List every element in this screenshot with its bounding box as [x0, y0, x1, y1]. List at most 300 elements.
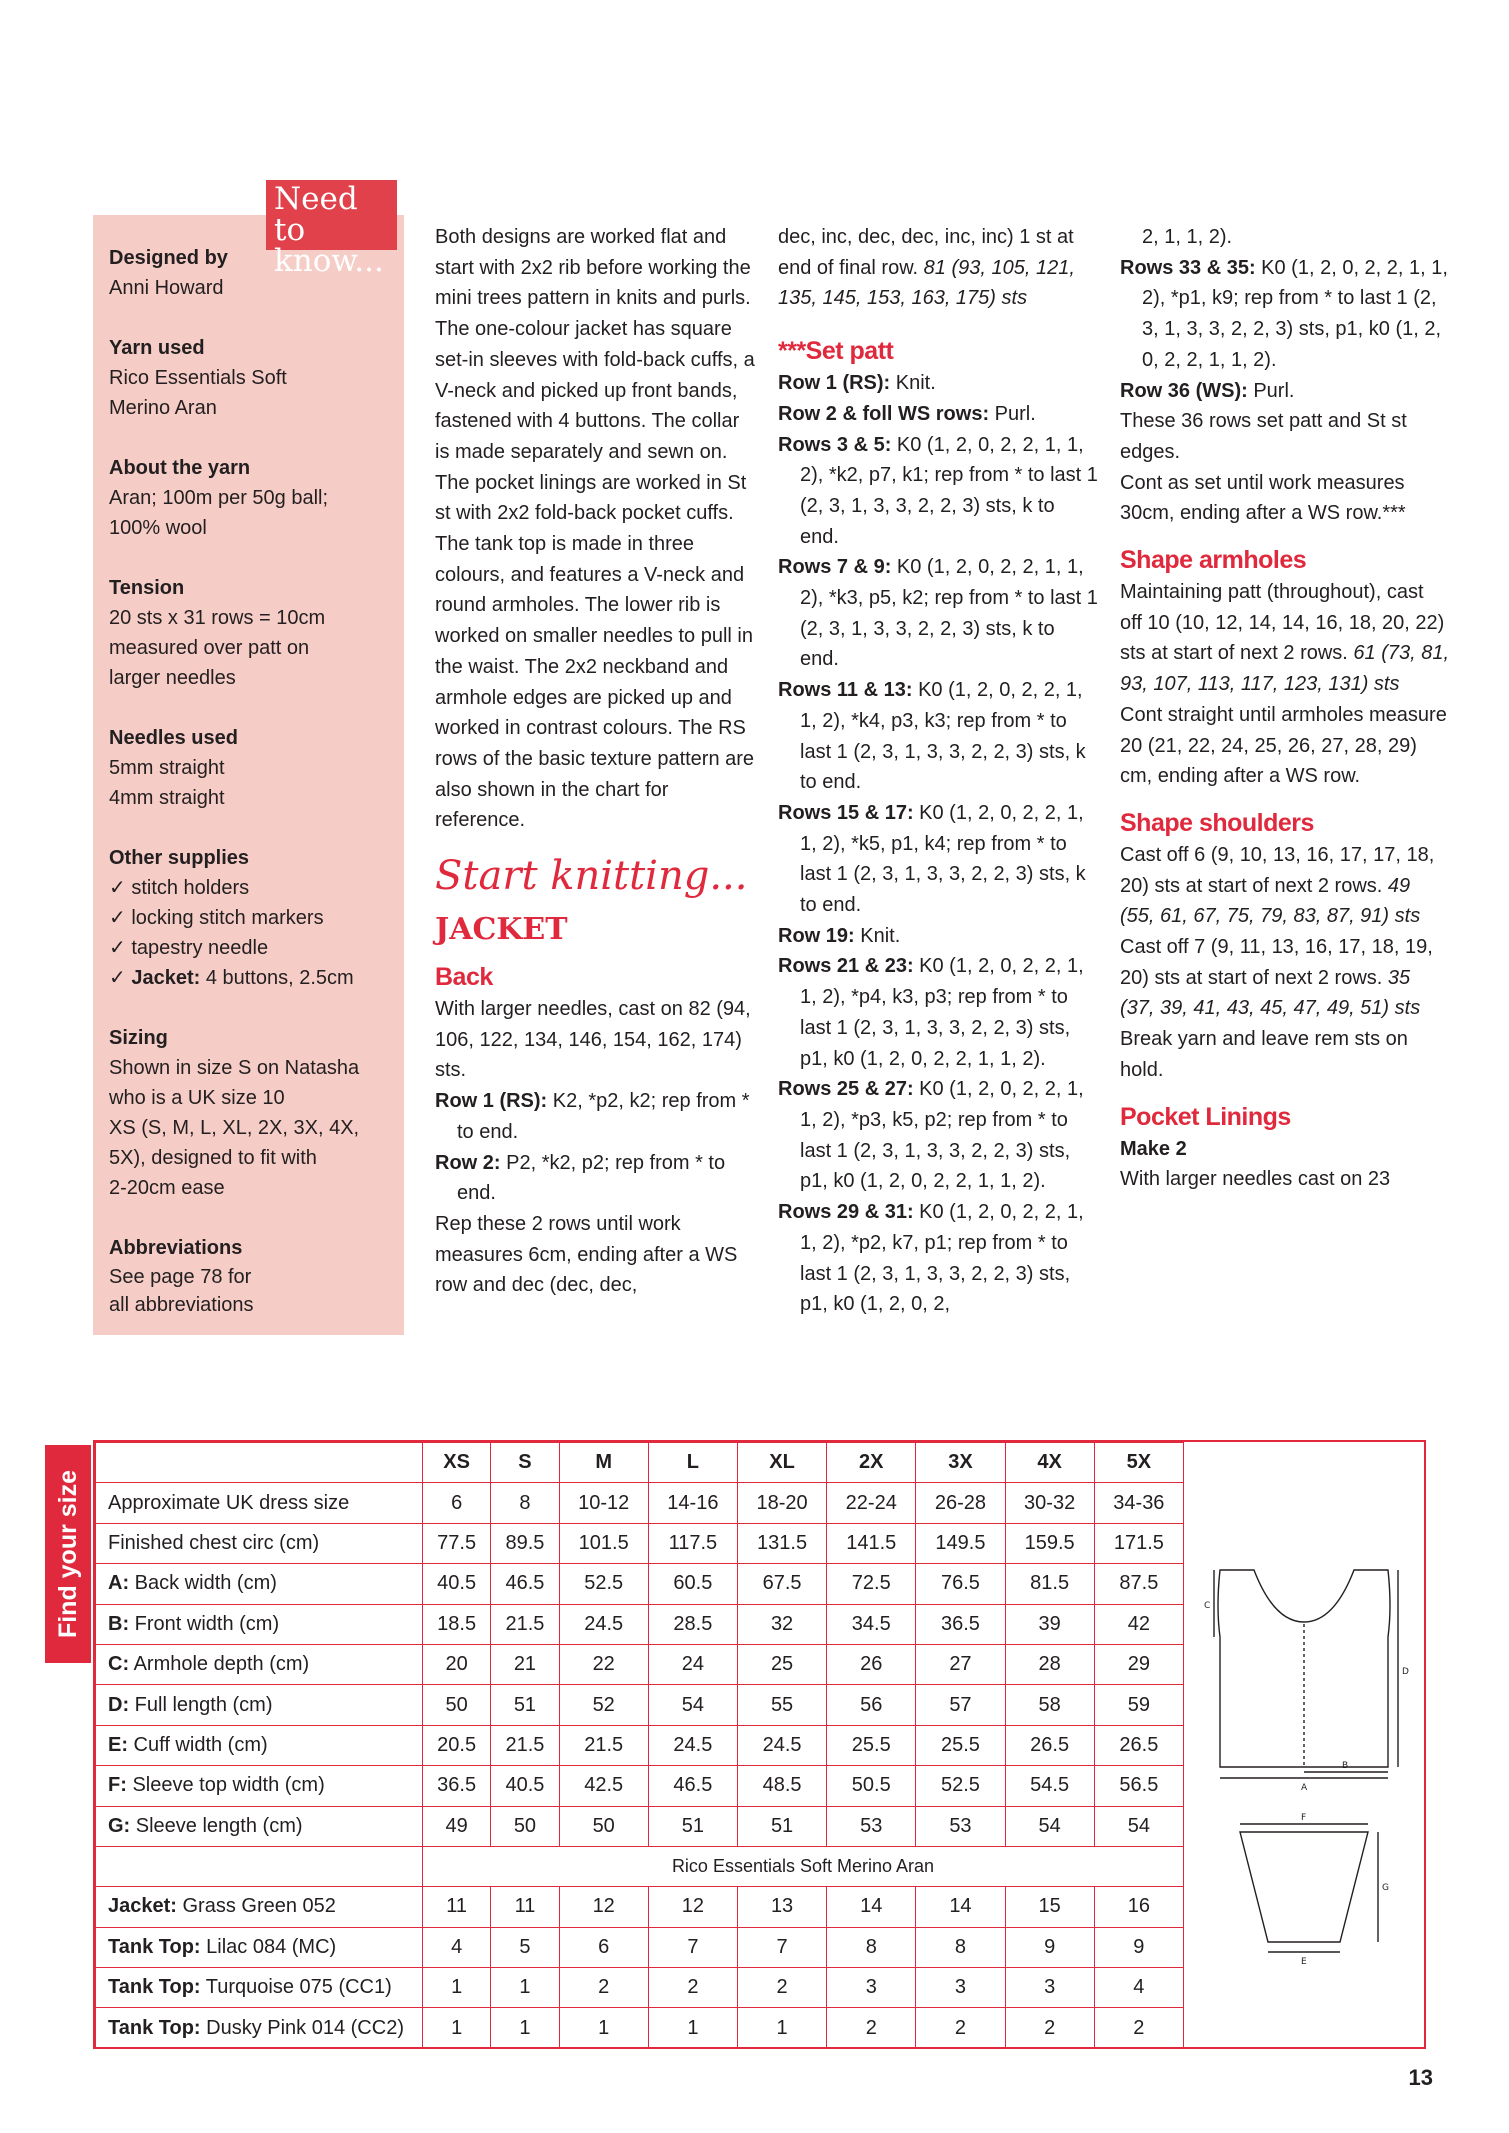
intro-paragraph: Both designs are worked flat and start with 2x2 rib before working the mini trees pattern in knits and purls. The one-colour jacket has square set-in sleeves with fold-back cuffs, a V-neck and picked up front bands, fastened with 4 buttons. The collar is made separately and sewn on. The pocket linings are worked in St st with 2x2 fold-back pocket cuffs. The tank top is made in three colours, and features a V-neck and round armholes. The lower rib is worked on smaller needles to pull in the waist. The 2x2 neckband and armhole edges are picked up and worked in contrast colours. The RS rows of the basic texture pattern are also shown in the chart for reference.	[435, 226, 755, 832]
size-header-cell: XS	[423, 1443, 491, 1483]
table-cell: 2	[827, 2008, 916, 2048]
column-2	[778, 222, 1098, 1320]
row-text: K2, *p2, k2; rep from * to end.	[457, 1090, 750, 1143]
supplies-item-4-text: 4 buttons, 2.5cm	[200, 967, 354, 989]
tension-heading: Tension	[109, 577, 185, 599]
table-cell: 52	[559, 1685, 648, 1725]
row-label: Row 2:	[435, 1151, 501, 1174]
table-cell: 11	[491, 1887, 559, 1927]
needles-line-1: 5mm straight	[109, 757, 225, 779]
table-cell: 22	[559, 1644, 648, 1684]
row-label-cell	[96, 1685, 423, 1725]
table-row	[96, 1644, 1184, 1684]
row-label-text: Front width (cm)	[129, 1612, 280, 1635]
size-header-cell: 5X	[1094, 1443, 1183, 1483]
table-cell: 22-24	[827, 1483, 916, 1523]
table-cell: 1	[648, 2008, 737, 2048]
pocket-linings-heading: Pocket Linings	[1120, 1102, 1291, 1131]
table-cell: 34.5	[827, 1604, 916, 1644]
table-cell: 20.5	[423, 1725, 491, 1765]
table-cell: 8	[827, 1927, 916, 1967]
row-label: Rows 7 & 9:	[778, 556, 892, 579]
row-label-text: Full length (cm)	[129, 1693, 273, 1716]
row-label-text: Sleeve top width (cm)	[126, 1774, 325, 1797]
table-cell: 39	[1005, 1604, 1094, 1644]
table-cell: 159.5	[1005, 1523, 1094, 1563]
table-row	[96, 1927, 1184, 1967]
table-cell: 141.5	[827, 1523, 916, 1563]
row-label-text: Finished chest circ (cm)	[108, 1531, 320, 1554]
patt-row-21	[778, 951, 1098, 1074]
back-rep: Rep these 2 rows until work measures 6cm, ending after a WS row and dec (dec, dec,	[435, 1212, 738, 1297]
table-cell: 10-12	[559, 1483, 648, 1523]
jacket-heading: JACKET	[435, 912, 568, 948]
pocket-cast-on: With larger needles cast on 23	[1120, 1168, 1391, 1191]
row-label: Row 1 (RS):	[435, 1090, 548, 1113]
patt-row-19	[778, 921, 1098, 952]
table-cell: 54.5	[1005, 1766, 1094, 1806]
table-cell: 7	[737, 1927, 826, 1967]
table-cell: 72.5	[827, 1564, 916, 1604]
patt-row-3	[778, 430, 1098, 553]
shoulders-instructions: Cast off 7 (9, 11, 13, 16, 17, 18, 19, 20) sts at start of next 2 rows.	[1120, 936, 1433, 989]
size-header-cell: M	[559, 1443, 648, 1483]
table-row	[96, 1806, 1184, 1846]
supplies-item-2: ✓ locking stitch markers	[109, 907, 324, 929]
table-row	[96, 1887, 1184, 1927]
table-row	[96, 1685, 1184, 1725]
table-cell: 3	[827, 1968, 916, 2008]
sizing-line-4: 5X), designed to fit with	[109, 1147, 317, 1169]
row-label-cell	[96, 1523, 423, 1563]
table-cell: 21	[491, 1644, 559, 1684]
row-text: P2, *k2, p2; rep from * to end.	[457, 1151, 726, 1205]
cont-text: Cont as set until work measures 30cm, ending after a WS row.***	[1120, 471, 1406, 525]
row-label: Rows 15 & 17:	[778, 801, 914, 824]
table-cell: 51	[491, 1685, 559, 1725]
supplies-item-3: ✓ tapestry needle	[109, 937, 269, 959]
table-cell: 1	[737, 2008, 826, 2048]
patt-row-29	[778, 1197, 1098, 1320]
row-label-text: Back width (cm)	[129, 1572, 277, 1595]
shape-armholes-heading: Shape armholes	[1120, 546, 1307, 575]
row-label-text: Armhole depth (cm)	[129, 1653, 310, 1676]
about-yarn-line-2: 100% wool	[109, 517, 207, 539]
table-cell: 29	[1094, 1644, 1183, 1684]
yarn-header-blank	[96, 1846, 423, 1886]
stitch-count: 49 (55, 61, 67, 75, 79, 83, 87, 91) sts	[1120, 874, 1421, 928]
table-row	[96, 1766, 1184, 1806]
table-cell: 5	[491, 1927, 559, 1967]
row-label-text: Grass Green 052	[176, 1895, 336, 1918]
armholes-instructions: Maintaining patt (throughout), cast off 10 (10, 12, 14, 14, 16, 18, 20, 22) sts at start of next 2 rows.	[1120, 581, 1445, 665]
table-cell: 6	[423, 1483, 491, 1523]
table-cell: 21.5	[491, 1725, 559, 1765]
about-yarn-heading: About the yarn	[109, 457, 251, 479]
diagram-label-d: D	[1402, 1667, 1409, 1677]
table-row	[96, 1968, 1184, 2008]
patt-row-7	[778, 552, 1098, 675]
back-row-2	[435, 1148, 755, 1209]
table-cell: 20	[423, 1644, 491, 1684]
back-heading: Back	[435, 963, 493, 992]
row-label: Rows 11 & 13:	[778, 679, 913, 702]
abbreviations-heading: Abbreviations	[109, 1237, 243, 1259]
size-header-cell: 2X	[827, 1443, 916, 1483]
table-cell: 8	[916, 1927, 1005, 1967]
stitch-count: 35 (37, 39, 41, 43, 45, 47, 49, 51) sts	[1120, 966, 1421, 1020]
dec-text: dec, inc, dec, dec, inc, inc) 1 st at end of final row.	[778, 226, 1074, 279]
table-cell: 30-32	[1005, 1483, 1094, 1523]
table-cell: 2	[737, 1968, 826, 2008]
row-label-prefix: C:	[108, 1653, 130, 1676]
table-cell: 4	[423, 1927, 491, 1967]
row-text: K0 (1, 2, 0, 2, 2, 1, 1, 2), *p3, k5, p2; rep from * to last 1 (2, 3, 1, 3, 3, 2, 2, 3) sts, p1, k0 (1, 2, 0, 2, 2, 1, 1, 2).	[800, 1078, 1084, 1193]
table-cell: 25.5	[827, 1725, 916, 1765]
table-cell: 24.5	[648, 1725, 737, 1765]
table-cell: 2	[1005, 2008, 1094, 2048]
row-text: K0 (1, 2, 0, 2, 2, 1, 1, 2), *p4, k3, p3; rep from * to last 1 (2, 3, 1, 3, 3, 2, 2, 3) sts, p1, k0 (1, 2, 0, 2, 2, 1, 1, 2).	[800, 955, 1084, 1070]
row-text: Purl.	[989, 402, 1036, 425]
row-text: K0 (1, 2, 0, 2, 2, 1, 1, 2), *p1, k9; rep from * to last 1 (2, 3, 1, 3, 3, 2, 2, 3) sts, p1, k0 (1, 2, 0, 2, 2, 1, 1, 2).	[1142, 256, 1448, 371]
sizing-line-1: Shown in size S on Natasha	[109, 1057, 360, 1079]
table-cell: 2	[916, 2008, 1005, 2048]
table-cell: 26.5	[1005, 1725, 1094, 1765]
table-cell: 24.5	[559, 1604, 648, 1644]
table-cell: 13	[737, 1887, 826, 1927]
row-text: Knit.	[890, 372, 936, 395]
yarn-header-cell: Rico Essentials Soft Merino Aran	[423, 1846, 1184, 1886]
row-label-cell	[96, 1604, 423, 1644]
set-patt-heading: ***Set patt	[778, 337, 894, 366]
row-label: Row 36 (WS):	[1120, 379, 1248, 402]
table-cell: 51	[648, 1806, 737, 1846]
row-label: Rows 33 & 35:	[1120, 256, 1256, 279]
patt-row-11	[778, 675, 1098, 798]
check-mark: ✓	[109, 967, 132, 989]
row-text: K0 (1, 2, 0, 2, 2, 1, 1, 2), *k5, p1, k4; rep from * to last 1 (2, 3, 1, 3, 3, 2, 2, 3) sts, k to end.	[800, 801, 1086, 917]
row-label-prefix: G:	[108, 1814, 131, 1837]
table-cell: 53	[827, 1806, 916, 1846]
table-cell: 50	[491, 1806, 559, 1846]
badge-line-1: Need to	[274, 181, 358, 248]
row-text: Purl.	[1247, 379, 1295, 402]
table-row	[96, 1483, 1184, 1523]
table-cell: 149.5	[916, 1523, 1005, 1563]
row-text: K0 (1, 2, 0, 2, 2, 1, 1, 2), *k2, p7, k1; rep from * to last 1 (2, 3, 1, 3, 3, 2, 2, 3) sts, k to end.	[800, 433, 1098, 548]
tension-line-2: measured over patt on	[109, 637, 310, 659]
size-header-cell: 3X	[916, 1443, 1005, 1483]
table-cell: 25.5	[916, 1725, 1005, 1765]
table-cell: 67.5	[737, 1564, 826, 1604]
row-label-text: Turquoise 075 (CC1)	[200, 1976, 392, 1999]
table-cell: 27	[916, 1644, 1005, 1684]
diagram-label-b: B	[1342, 1761, 1349, 1771]
patt-row-15	[778, 798, 1098, 921]
table-cell: 53	[916, 1806, 1005, 1846]
table-cell: 54	[648, 1685, 737, 1725]
table-cell: 21.5	[491, 1604, 559, 1644]
table-cell: 42.5	[559, 1766, 648, 1806]
shoulders-text-1	[1120, 840, 1450, 932]
shoulders-text-2	[1120, 932, 1450, 1024]
size-table-body	[96, 1483, 1184, 2048]
table-cell: 54	[1005, 1806, 1094, 1846]
table-cell: 26-28	[916, 1483, 1005, 1523]
table-cell: 26	[827, 1644, 916, 1684]
table-cell: 59	[1094, 1685, 1183, 1725]
diagram-label-g: G	[1382, 1883, 1389, 1893]
yarn-line-1: Rico Essentials Soft	[109, 367, 287, 389]
about-yarn-line-1: Aran; 100m per 50g ball;	[109, 487, 329, 509]
table-row	[96, 2008, 1184, 2048]
sizing-line-5: 2-20cm ease	[109, 1177, 225, 1199]
dec-continuation	[778, 222, 1098, 314]
row-label-cell	[96, 1644, 423, 1684]
table-cell: 1	[559, 2008, 648, 2048]
set-patt-text: These 36 rows set patt and St st edges.	[1120, 410, 1407, 463]
row-label-text: Lilac 084 (MC)	[200, 1935, 337, 1958]
row-label-cell	[96, 1968, 423, 2008]
table-cell: 117.5	[648, 1523, 737, 1563]
row-label: Row 2 & foll WS rows:	[778, 402, 990, 425]
size-header-cell: 4X	[1005, 1443, 1094, 1483]
table-cell: 60.5	[648, 1564, 737, 1604]
table-cell: 50	[559, 1806, 648, 1846]
start-knitting-heading: Start knitting...	[435, 853, 748, 900]
table-cell: 18-20	[737, 1483, 826, 1523]
table-cell: 46.5	[491, 1564, 559, 1604]
table-cell: 11	[423, 1887, 491, 1927]
sizing-heading: Sizing	[109, 1027, 168, 1049]
table-cell: 50	[423, 1685, 491, 1725]
table-cell: 2	[1094, 2008, 1183, 2048]
table-cell: 76.5	[916, 1564, 1005, 1604]
size-header-row	[96, 1443, 1184, 1483]
table-cell: 55	[737, 1685, 826, 1725]
table-cell: 18.5	[423, 1604, 491, 1644]
patt-row-25	[778, 1074, 1098, 1197]
table-cell: 52.5	[559, 1564, 648, 1604]
table-cell: 50.5	[827, 1766, 916, 1806]
row-label-prefix: E:	[108, 1733, 128, 1756]
table-cell: 9	[1005, 1927, 1094, 1967]
badge-line-2: know...	[274, 243, 384, 279]
table-cell: 77.5	[423, 1523, 491, 1563]
column-3	[1120, 222, 1450, 1195]
row-label: Row 19:	[778, 924, 855, 947]
table-cell: 101.5	[559, 1523, 648, 1563]
table-cell: 9	[1094, 1927, 1183, 1967]
row-text: K0 (1, 2, 0, 2, 2, 1, 1, 2), *k3, p5, k2; rep from * to last 1 (2, 3, 1, 3, 3, 2, 2, 3) sts, k to end.	[800, 556, 1098, 671]
tension-line-3: larger needles	[109, 667, 236, 689]
designed-heading: Designed by	[109, 247, 228, 269]
size-header-cell: S	[491, 1443, 559, 1483]
needles-heading: Needles used	[109, 727, 238, 749]
size-table-panel	[93, 1440, 1426, 2049]
supplies-item-4-bold: Jacket:	[131, 967, 201, 989]
row-label-prefix: A:	[108, 1572, 130, 1595]
row-label-cell	[96, 1725, 423, 1765]
patt-row-2	[778, 399, 1098, 430]
sizing-line-2: who is a UK size 10	[109, 1087, 285, 1109]
table-cell: 40.5	[423, 1564, 491, 1604]
row-label-text: Cuff width (cm)	[128, 1733, 268, 1756]
table-cell: 89.5	[491, 1523, 559, 1563]
row-label-cell	[96, 1564, 423, 1604]
table-cell: 3	[1005, 1968, 1094, 2008]
page-number: 13	[1408, 2065, 1433, 2090]
table-cell: 16	[1094, 1887, 1183, 1927]
shoulders-instructions: Cast off 6 (9, 10, 13, 16, 17, 17, 18, 20) sts at start of next 2 rows.	[1120, 843, 1435, 897]
size-header-cell: XL	[737, 1443, 826, 1483]
stitch-count: 81 (93, 105, 121, 135, 145, 153, 163, 175) sts	[778, 256, 1075, 310]
supplies-item-4	[109, 963, 388, 993]
abbreviations-line-1: See page 78 for	[109, 1266, 252, 1288]
make-label: Make 2	[1120, 1137, 1187, 1160]
row-label-prefix: D:	[108, 1693, 130, 1716]
diagram-label-f: F	[1301, 1813, 1307, 1823]
abbreviations-line-2: all abbreviations	[109, 1294, 254, 1316]
table-cell: 1	[423, 2008, 491, 2048]
table-cell: 24	[648, 1644, 737, 1684]
table-cell: 171.5	[1094, 1523, 1183, 1563]
table-cell: 15	[1005, 1887, 1094, 1927]
table-cell: 51	[737, 1806, 826, 1846]
row-label-prefix: F:	[108, 1774, 127, 1797]
yarn-header-row	[96, 1846, 1184, 1886]
sizing-line-3: XS (S, M, L, XL, 2X, 3X, 4X,	[109, 1117, 360, 1139]
row-label-prefix: Tank Top:	[108, 2016, 201, 2039]
row-label: Row 1 (RS):	[778, 372, 891, 395]
table-cell: 36.5	[916, 1604, 1005, 1644]
patt-row-36	[1120, 376, 1450, 407]
table-cell: 14	[827, 1887, 916, 1927]
row-label-cell	[96, 1927, 423, 1967]
row-label-prefix: Tank Top:	[108, 1935, 201, 1958]
supplies-item-1: ✓ stitch holders	[109, 877, 250, 899]
row-text: K0 (1, 2, 0, 2, 2, 1, 1, 2), *k4, p3, k3; rep from * to last 1 (2, 3, 1, 3, 3, 2, 2, 3) sts, k to end.	[800, 679, 1086, 794]
designer-name: Anni Howard	[109, 277, 224, 299]
back-row-1	[435, 1086, 755, 1147]
table-cell: 1	[491, 1968, 559, 2008]
row-label: Rows 25 & 27:	[778, 1078, 914, 1101]
tension-line-1: 20 sts x 31 rows = 10cm	[109, 607, 326, 629]
patt-row-1	[778, 368, 1098, 399]
row-29-continuation: 2, 1, 1, 2).	[1142, 226, 1233, 248]
row-label-cell	[96, 1887, 423, 1927]
table-cell: 58	[1005, 1685, 1094, 1725]
table-cell: 14	[916, 1887, 1005, 1927]
table-cell: 1	[423, 1968, 491, 2008]
sleeve-outline	[1240, 1832, 1368, 1942]
header-blank	[96, 1443, 423, 1483]
shape-shoulders-heading: Shape shoulders	[1120, 808, 1314, 837]
table-cell: 14-16	[648, 1483, 737, 1523]
table-cell: 52.5	[916, 1766, 1005, 1806]
row-label-cell	[96, 1766, 423, 1806]
find-your-size-label: Find your size	[54, 1469, 82, 1639]
table-cell: 12	[648, 1887, 737, 1927]
table-cell: 46.5	[648, 1766, 737, 1806]
table-cell: 40.5	[491, 1766, 559, 1806]
yarn-line-2: Merino Aran	[109, 397, 217, 419]
shoulders-text-3: Break yarn and leave rem sts on hold.	[1120, 1028, 1408, 1081]
row-label-cell	[96, 1806, 423, 1846]
row-text: Knit.	[854, 924, 901, 947]
size-table	[95, 1442, 1184, 2049]
table-cell: 28.5	[648, 1604, 737, 1644]
row-label: Rows 3 & 5:	[778, 433, 892, 456]
needles-line-2: 4mm straight	[109, 787, 225, 809]
supplies-heading: Other supplies	[109, 847, 250, 869]
table-cell: 26.5	[1094, 1725, 1183, 1765]
table-cell: 21.5	[559, 1725, 648, 1765]
table-cell: 81.5	[1005, 1564, 1094, 1604]
table-cell: 25	[737, 1644, 826, 1684]
table-cell: 36.5	[423, 1766, 491, 1806]
table-cell: 131.5	[737, 1523, 826, 1563]
stitch-count: 61 (73, 81, 93, 107, 113, 117, 123, 131) sts	[1120, 642, 1450, 696]
row-label-text: Dusky Pink 014 (CC2)	[200, 2016, 404, 2039]
column-1	[435, 222, 755, 1301]
row-label: Rows 21 & 23:	[778, 955, 914, 978]
table-cell: 24.5	[737, 1725, 826, 1765]
table-row	[96, 1564, 1184, 1604]
back-cast-on: With larger needles, cast on 82 (94, 106, 122, 134, 146, 154, 162, 174) sts.	[435, 998, 751, 1082]
need-to-know-sidebar	[93, 215, 404, 1335]
table-row	[96, 1523, 1184, 1563]
table-cell: 3	[916, 1968, 1005, 2008]
table-cell: 56.5	[1094, 1766, 1183, 1806]
table-cell: 87.5	[1094, 1564, 1183, 1604]
row-label: Rows 29 & 31:	[778, 1201, 914, 1224]
diagram-label-a: A	[1301, 1783, 1308, 1793]
diagram-label-e: E	[1301, 1957, 1307, 1967]
table-cell: 4	[1094, 1968, 1183, 2008]
table-cell: 2	[648, 1968, 737, 2008]
table-cell: 12	[559, 1887, 648, 1927]
table-cell: 8	[491, 1483, 559, 1523]
yarn-heading: Yarn used	[109, 337, 205, 359]
table-cell: 42	[1094, 1604, 1183, 1644]
pocket-make-2	[1120, 1134, 1450, 1165]
table-cell: 49	[423, 1806, 491, 1846]
table-cell: 48.5	[737, 1766, 826, 1806]
row-text: K0 (1, 2, 0, 2, 2, 1, 1, 2), *p2, k7, p1; rep from * to last 1 (2, 3, 1, 3, 3, 2, 2, 3) sts, p1, k0 (1, 2, 0, 2,	[800, 1201, 1084, 1316]
need-to-know-badge	[266, 180, 397, 279]
table-row	[96, 1725, 1184, 1765]
table-cell: 1	[491, 2008, 559, 2048]
size-header-cell: L	[648, 1443, 737, 1483]
table-cell: 54	[1094, 1806, 1183, 1846]
table-cell: 34-36	[1094, 1483, 1183, 1523]
row-label-text: Sleeve length (cm)	[130, 1814, 303, 1837]
table-cell: 28	[1005, 1644, 1094, 1684]
armholes-text	[1120, 577, 1450, 700]
row-label-prefix: Jacket:	[108, 1895, 177, 1918]
table-cell: 7	[648, 1927, 737, 1967]
table-cell: 2	[559, 1968, 648, 2008]
patt-row-33	[1120, 253, 1450, 376]
armholes-text-2: Cont straight until armholes measure 20 (21, 22, 24, 25, 26, 27, 28, 29) cm, ending after a WS row.	[1120, 703, 1447, 788]
diagram-label-c: C	[1204, 1601, 1211, 1611]
table-cell: 56	[827, 1685, 916, 1725]
row-label-text: Approximate UK dress size	[108, 1491, 350, 1514]
row-label-cell	[96, 2008, 423, 2048]
row-label-prefix: Tank Top:	[108, 1976, 201, 1999]
garment-diagram	[1184, 1442, 1424, 2047]
